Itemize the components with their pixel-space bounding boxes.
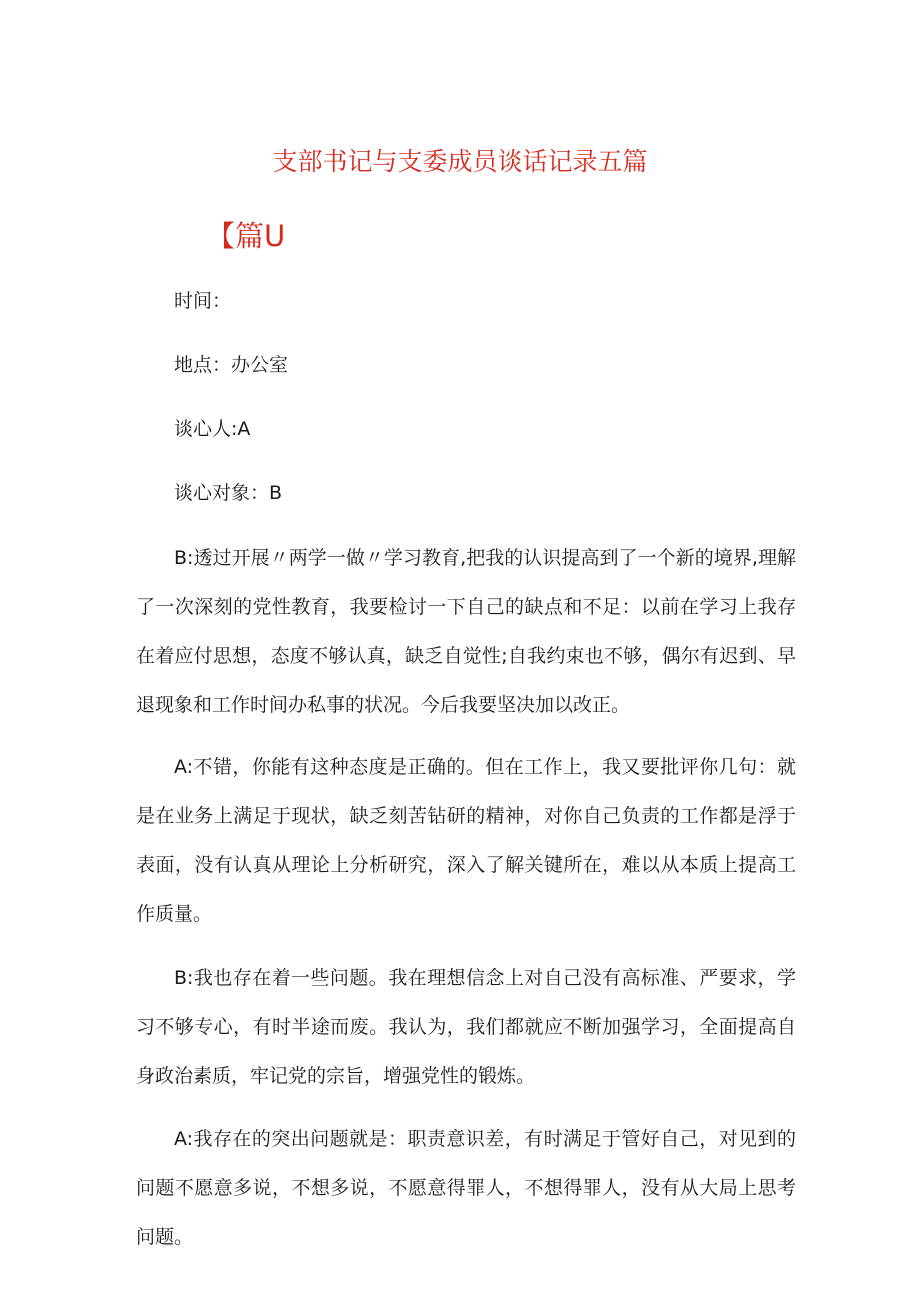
paragraph-1: B:透过开展〃两学一做〃学习教育,把我的认识提高到了一个新的境界,理解了一次深刻的党性教育，我要检讨一下自己的缺点和不足：以前在学习上我存在着应付思想，态度不够认真，缺乏自觉性;自我约束也不够，偶尔有迟到、早退现象和工作时间办私事的状况。今后我要坚决加以改正。 — [136, 547, 796, 716]
meta-speaker: 谈心人:A — [174, 418, 251, 440]
document-title: 支部书记与支委成员谈话记录五篇 — [272, 147, 648, 176]
meta-target: 谈心对象：B — [174, 482, 283, 504]
paragraph-4: A:我存在的突出问题就是：职责意识差，有时满足于管好自己，对见到的问题不愿意多说，不想多说，不愿意得罪人，不想得罪人，没有从大局上思考问题。 — [136, 1128, 796, 1248]
paragraph-3: B:我也存在着一些问题。我在理想信念上对自己没有高标准、严要求，学习不够专心，有时半途而废。我认为，我们都就应不断加强学习，全面提高自身政治素质，牢记党的宗旨，增强党性的锻炼。 — [136, 967, 796, 1087]
meta-time: 时间： — [174, 290, 232, 312]
paragraph-2: A:不错，你能有这种态度是正确的。但在工作上，我又要批评你几句：就是在业务上满足于现状，缺乏刻苦钻研的精神，对你自己负责的工作都是浮于表面，没有认真从理论上分析研究，深入了解关键所在，难以从本质上提高工作质量。 — [136, 756, 796, 925]
meta-place: 地点：办公室 — [174, 354, 289, 376]
section-heading: 【篇U — [206, 219, 286, 253]
